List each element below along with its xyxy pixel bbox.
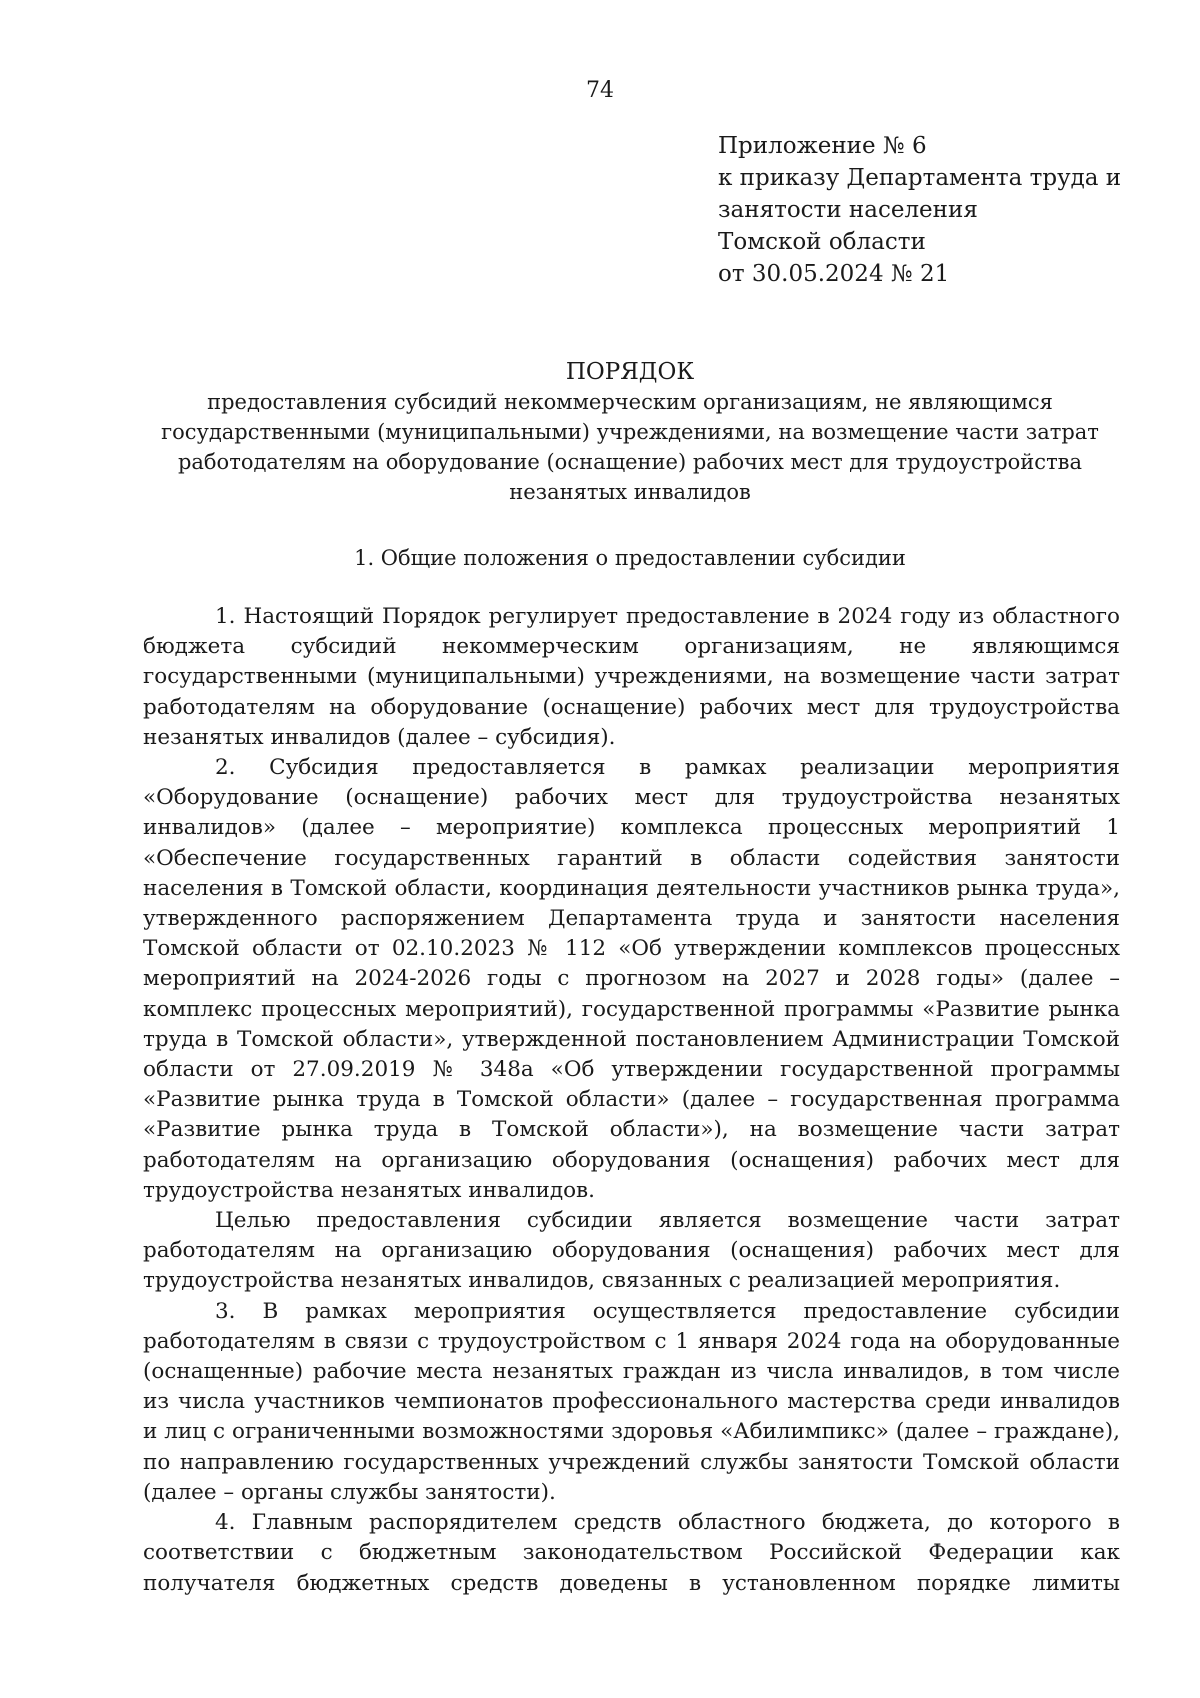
paragraph: 4. Главным распорядителем средств областного бюджета, до которого в соответствии с бюджетным законодательством Российской Федерации как получателя бюджетных средств доведены в установленном порядке лимиты: [143, 1510, 1120, 1596]
appendix-reference: [718, 130, 1188, 290]
appendix-line: к приказу Департамента труда и: [718, 165, 1122, 191]
page-number: 74: [586, 78, 614, 103]
appendix-line: Приложение № 6: [718, 133, 927, 159]
document-subtitle: предоставления субсидий некоммерческим организациям, не являющимся государственными (муниципальными) учреждениями, на возмещение части затрат работодателям на оборудование (оснащение) рабочих мест для трудоустройства незанятых инвалидов: [161, 390, 1099, 504]
paragraph: 3. В рамках мероприятия осуществляется предоставление субсидии работодателям в связи с трудоустройством с 1 января 2024 года на оборудованные (оснащенные) рабочие места незанятых граждан из числа инвалидов, в том числе из числа участников чемпионатов профессионального мастерства среди инвалидов и лиц с ограниченными возможностями здоровья «Абилимпикс» (далее – граждане), по направлению государственных учреждений службы занятости Томской области (далее – органы службы занятости).: [143, 1298, 1120, 1505]
appendix-line: занятости населения: [718, 197, 978, 223]
document-title-block: [140, 357, 1120, 507]
appendix-line: от 30.05.2024 № 21: [718, 261, 950, 287]
section-heading: 1. Общие положения о предоставлении субсидии: [354, 546, 906, 570]
paragraph: 2. Субсидия предоставляется в рамках реализации мероприятия «Оборудование (оснащение) рабочих мест для трудоустройства незанятых инвалидов» (далее – мероприятие) комплекса процессных мероприятий 1 «Обеспечение государственных гарантий в области содействия занятости населения в Томской области, координация деятельности участников рынка труда», утвержденного распоряжением Департамента труда и занятости населения Томской области от 02.10.2023 № 112 «Об утверждении комплексов процессных мероприятий на 2024-2026 годы с прогнозом на 2027 и 2028 годы» (далее – комплекс процессных мероприятий), государственной программы «Развитие рынка труда в Томской области», утвержденной постановлением Администрации Томской области от 27.09.2019 № 348а «Об утверждении государственной программы «Развитие рынка труда в Томской области» (далее – государственная программа «Развитие рынка труда в Томской области»), на возмещение части затрат работодателям на организацию оборудования (оснащения) рабочих мест для трудоустройства незанятых инвалидов.: [143, 755, 1120, 1203]
paragraph: 1. Настоящий Порядок регулирует предоставление в 2024 году из областного бюджета субсидий некоммерческим организациям, не являющимся государственными (муниципальными) учреждениями, на возмещение части затрат работодателям на оборудование (оснащение) рабочих мест для трудоустройства незанятых инвалидов (далее – субсидия).: [143, 604, 1120, 750]
document-title: ПОРЯДОК: [565, 359, 695, 385]
body-text: [143, 602, 1120, 1599]
appendix-line: Томской области: [718, 229, 926, 255]
paragraph: Целью предоставления субсидии является возмещение части затрат работодателям на организацию оборудования (оснащения) рабочих мест для трудоустройства незанятых инвалидов, связанных с реализацией мероприятия.: [143, 1208, 1120, 1294]
